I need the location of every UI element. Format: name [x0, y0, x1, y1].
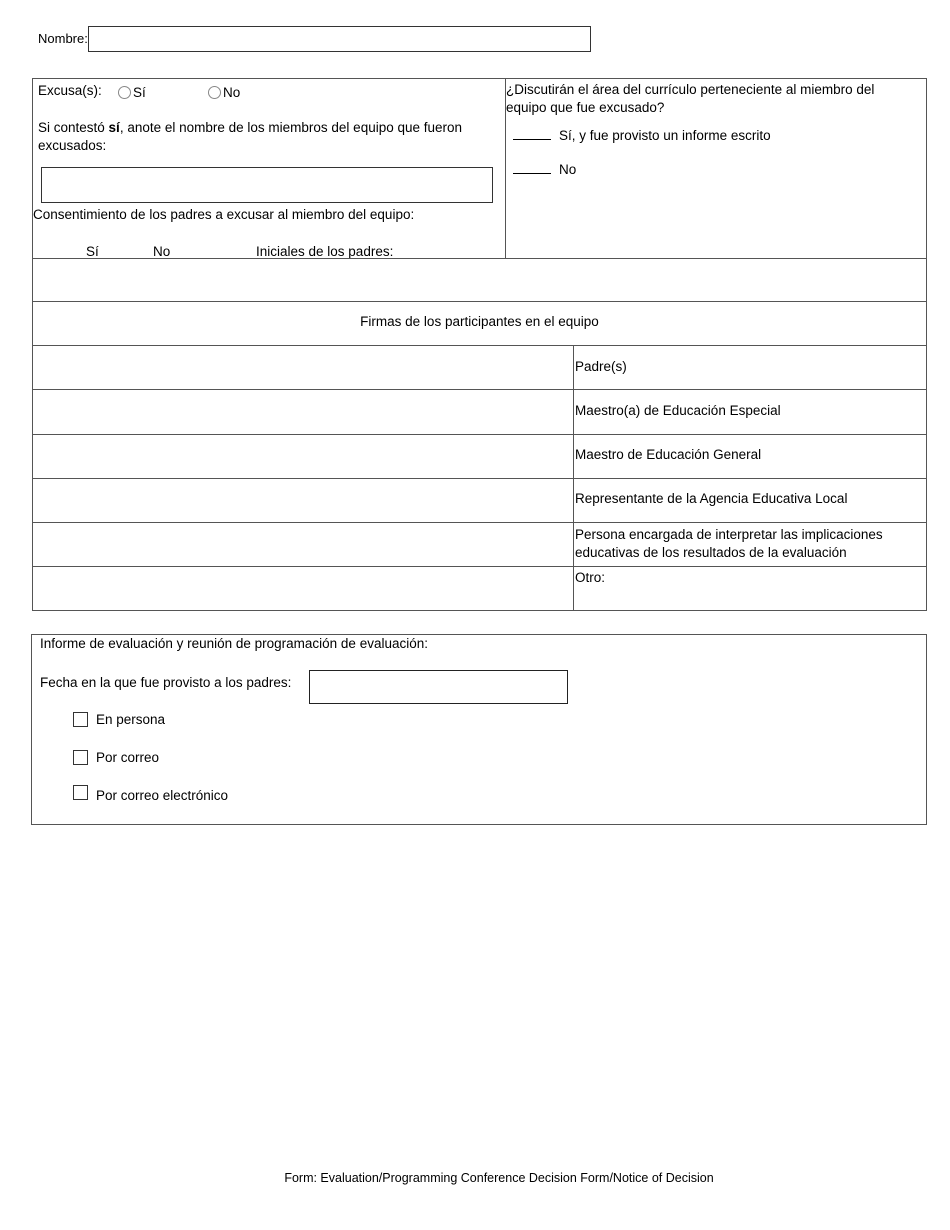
excusal-instruction: Si contestó sí, anote el nombre de los miembros del equipo que fueron excusados:: [38, 120, 463, 153]
in-person-label: En persona: [96, 712, 166, 727]
role-special-ed-teacher: Maestro(a) de Educación Especial: [575, 403, 781, 418]
excusal-yes-label: Sí: [133, 85, 146, 100]
report-title: Informe de evaluación y reunión de programación de evaluación:: [40, 636, 428, 651]
nombre-input[interactable]: [88, 26, 591, 52]
nombre-label: Nombre:: [38, 31, 88, 46]
email-label: Por correo electrónico: [96, 788, 229, 803]
email-checkbox[interactable]: [73, 785, 88, 800]
signature-field-other[interactable]: [33, 567, 573, 610]
consent-yes-option[interactable]: Sí: [86, 244, 99, 259]
role-general-ed-teacher: Maestro de Educación General: [575, 447, 762, 462]
excused-members-input[interactable]: [41, 167, 493, 203]
curriculum-yes-blank[interactable]: [513, 127, 551, 140]
signatures-title: Firmas de los participantes en el equipo: [360, 314, 599, 329]
mail-label: Por correo: [96, 750, 160, 765]
excusal-yes-option[interactable]: [118, 85, 146, 100]
curriculum-no-blank[interactable]: [513, 161, 551, 174]
signature-field-parent[interactable]: [33, 346, 573, 389]
role-evaluation-interpreter: Persona encargada de interpretar las implicaciones educativas de los resultados de la evaluación: [575, 527, 883, 560]
mail-checkbox[interactable]: [73, 750, 88, 765]
excusal-label: Excusa(s):: [38, 83, 102, 98]
excusal-yes-radio[interactable]: [118, 86, 131, 99]
curriculum-option-yes[interactable]: Sí, y fue provisto un informe escrito: [513, 127, 771, 143]
signature-field-general-ed[interactable]: [33, 435, 573, 478]
date-label: Fecha en la que fue provisto a los padres:: [40, 675, 292, 690]
table-column-divider: [573, 345, 574, 611]
excusal-no-option[interactable]: [208, 85, 240, 100]
parent-initials-label: Iniciales de los padres:: [256, 244, 394, 259]
role-parent: Padre(s): [575, 359, 627, 374]
role-other: Otro:: [575, 570, 606, 585]
role-lea-representative: Representante de la Agencia Educativa Local: [575, 491, 848, 506]
date-input[interactable]: [309, 670, 568, 704]
signature-field-special-ed[interactable]: [33, 390, 573, 434]
curriculum-option-no[interactable]: No: [513, 161, 576, 177]
curriculum-question: ¿Discutirán el área del currículo perteneciente al miembro del equipo que fue excusado?: [506, 82, 875, 115]
consent-no-option[interactable]: No: [153, 244, 171, 259]
excusal-no-label: No: [223, 85, 241, 100]
table-rule: [32, 301, 927, 302]
signature-field-lea[interactable]: [33, 479, 573, 522]
signature-field-interpreter[interactable]: [33, 523, 573, 566]
in-person-checkbox[interactable]: [73, 712, 88, 727]
form-footer: Form: Evaluation/Programming Conference Decision Form/Notice of Decision: [284, 1171, 714, 1185]
excusal-no-radio[interactable]: [208, 86, 221, 99]
consent-label: Consentimiento de los padres a excusar al miembro del equipo:: [33, 207, 415, 222]
